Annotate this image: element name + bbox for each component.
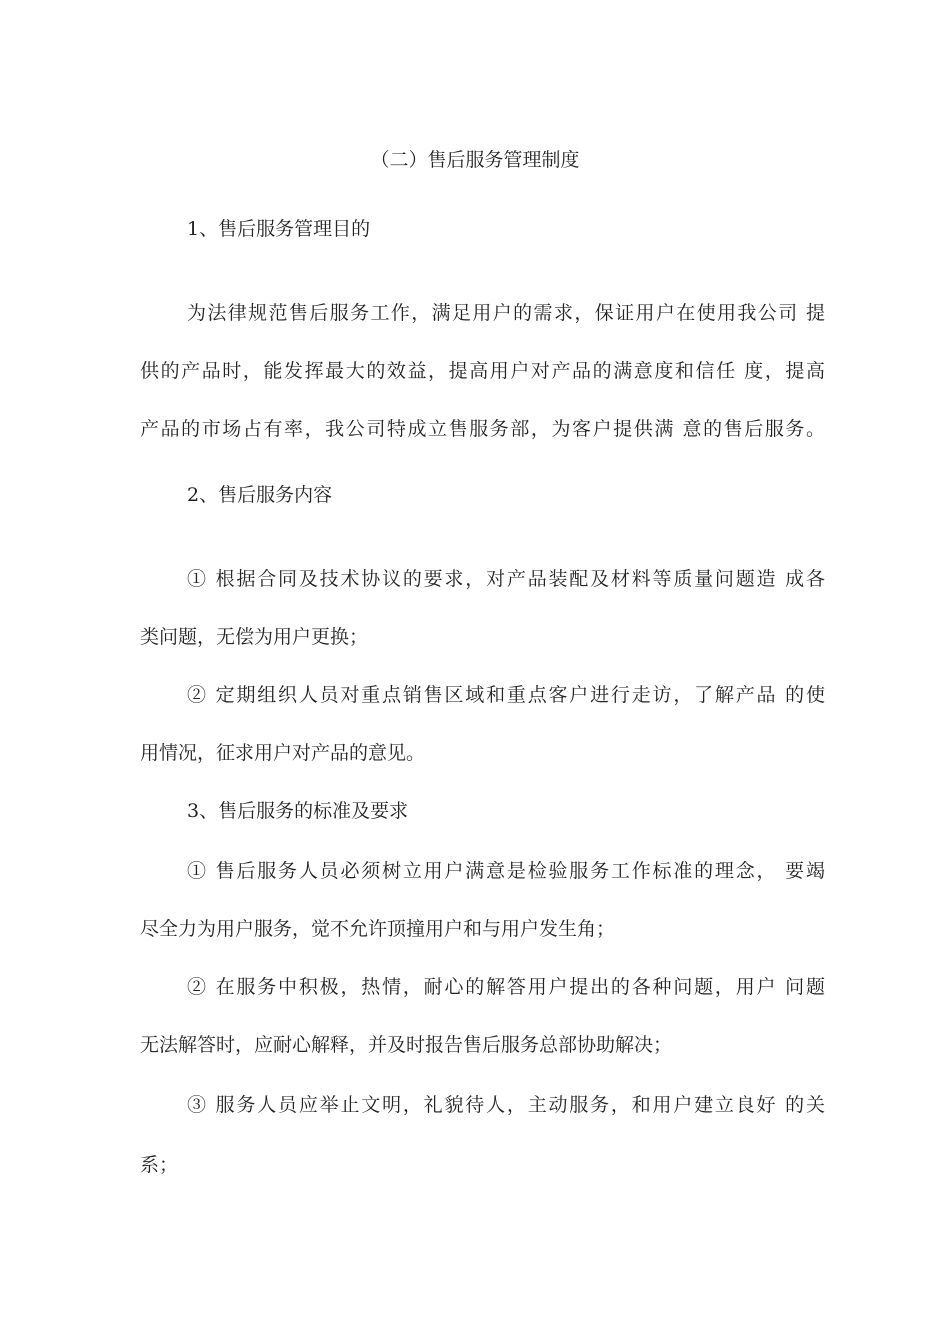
document-title: （二）售后服务管理制度: [370, 149, 580, 171]
paragraph-line: ① 售后服务人员必须树立用户满意是检验服务工作标准的理念， 要竭: [187, 860, 825, 882]
section-heading-2: 2、售后服务内容: [187, 484, 333, 506]
paragraph-line: 系；: [140, 1154, 179, 1176]
section-heading-1: 1、售后服务管理目的: [187, 218, 371, 240]
paragraph-line: ① 根据合同及技术协议的要求，对产品装配及材料等质量问题造 成各: [187, 568, 825, 590]
paragraph-line: ② 定期组织人员对重点销售区域和重点客户进行走访，了解产品 的使: [187, 684, 825, 706]
paragraph-line: ③ 服务人员应举止文明，礼貌待人，主动服务，和用户建立良好 的关: [187, 1094, 825, 1116]
paragraph-line: 为法律规范售后服务工作，满足用户的需求，保证用户在使用我公司 提: [187, 302, 825, 324]
section-heading-3: 3、售后服务的标准及要求: [187, 800, 409, 822]
paragraph-line: 无法解答时，应耐心解释，并及时报告售后服务总部协助解决；: [140, 1034, 673, 1056]
paragraph-line: 产品的市场占有率，我公司特成立售服务部，为客户提供满 意的售后服务。: [140, 418, 825, 440]
paragraph-line: 类问题，无偿为用户更换；: [140, 626, 369, 648]
paragraph-line: 用情况，征求用户对产品的意见。: [140, 742, 426, 764]
paragraph-line: ② 在服务中积极，热情，耐心的解答用户提出的各种问题，用户 问题: [187, 976, 825, 998]
paragraph-line: 供的产品时，能发挥最大的效益，提高用户对产品的满意度和信任 度，提高: [140, 360, 825, 382]
paragraph-line: 尽全力为用户服务，觉不允许顶撞用户和与用户发生角；: [140, 918, 616, 940]
